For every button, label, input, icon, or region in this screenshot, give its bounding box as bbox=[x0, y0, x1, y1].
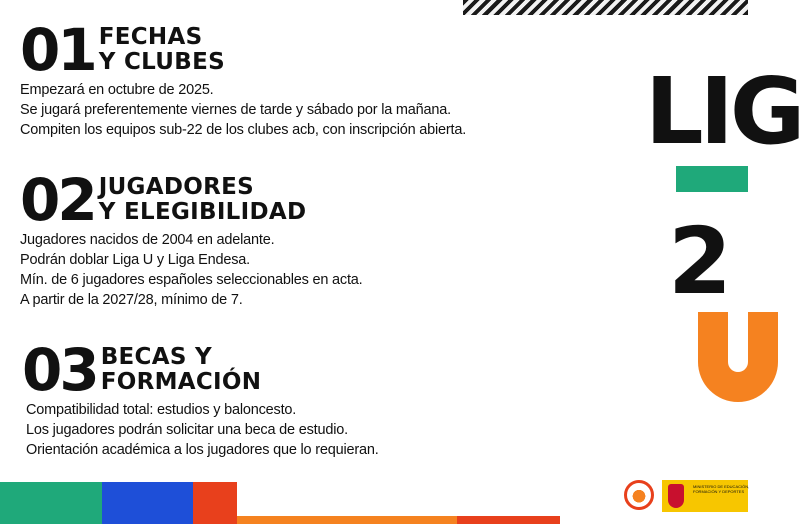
section-title-line: BECAS Y bbox=[100, 344, 212, 370]
body-line: Jugadores nacidos de 2004 en adelante. bbox=[20, 232, 275, 248]
body-line: Se jugará preferentemente viernes de tarde y sábado por la mañana. bbox=[20, 102, 451, 118]
ministry-label: MINISTERIO DE EDUCACIÓN, FORMACIÓN Y DEPORTES bbox=[693, 484, 750, 494]
section-body bbox=[20, 80, 466, 140]
footer-bar-red-thin bbox=[457, 516, 560, 524]
section-title bbox=[99, 25, 225, 75]
section-title-line: Y ELEGIBILIDAD bbox=[98, 199, 307, 225]
section-header bbox=[20, 16, 466, 84]
section-title-line: Y CLUBES bbox=[98, 49, 225, 75]
section-body bbox=[20, 230, 362, 310]
federation-logo-icon bbox=[624, 480, 654, 510]
footer-bar-green bbox=[0, 482, 102, 524]
body-line: Compatibilidad total: estudios y baloncesto. bbox=[26, 402, 297, 418]
brand-number: 2 bbox=[668, 208, 733, 315]
section-header bbox=[20, 166, 362, 234]
section-number: 03 bbox=[22, 336, 97, 404]
section-title-line: JUGADORES bbox=[98, 174, 254, 200]
body-line: Empezará en octubre de 2025. bbox=[20, 82, 214, 98]
body-line: Podrán doblar Liga U y Liga Endesa. bbox=[20, 252, 250, 268]
body-line: A partir de la 2027/28, mínimo de 7. bbox=[20, 292, 243, 308]
section-title bbox=[99, 175, 307, 225]
body-line: Compiten los equipos sub-22 de los clubes acb, con inscripción abierta. bbox=[20, 122, 467, 138]
section-title-line: FORMACIÓN bbox=[100, 369, 262, 395]
section-fechas bbox=[20, 16, 467, 140]
body-line: Mín. de 6 jugadores españoles seleccionables en acta. bbox=[20, 272, 363, 288]
decorative-pattern bbox=[463, 0, 748, 15]
section-title bbox=[101, 345, 262, 395]
section-number: 02 bbox=[20, 166, 95, 234]
section-number: 01 bbox=[20, 16, 95, 84]
section-body bbox=[26, 400, 379, 460]
footer-bar-blue bbox=[102, 482, 193, 524]
brand-u-green-bar bbox=[676, 166, 748, 192]
footer-bar-orange bbox=[237, 516, 457, 524]
section-header bbox=[22, 336, 379, 404]
footer-bar-red bbox=[193, 482, 237, 524]
section-becas bbox=[22, 336, 379, 460]
coat-of-arms-icon bbox=[668, 484, 684, 508]
body-line: Orientación académica a los jugadores que lo requieran. bbox=[26, 442, 379, 458]
body-line: Los jugadores podrán solicitar una beca de estudio. bbox=[26, 422, 348, 438]
brand-wordmark: LIG bbox=[645, 58, 801, 165]
section-jugadores bbox=[20, 166, 363, 310]
section-title-line: FECHAS bbox=[98, 24, 203, 50]
brand-u-orange-curve bbox=[698, 312, 778, 402]
